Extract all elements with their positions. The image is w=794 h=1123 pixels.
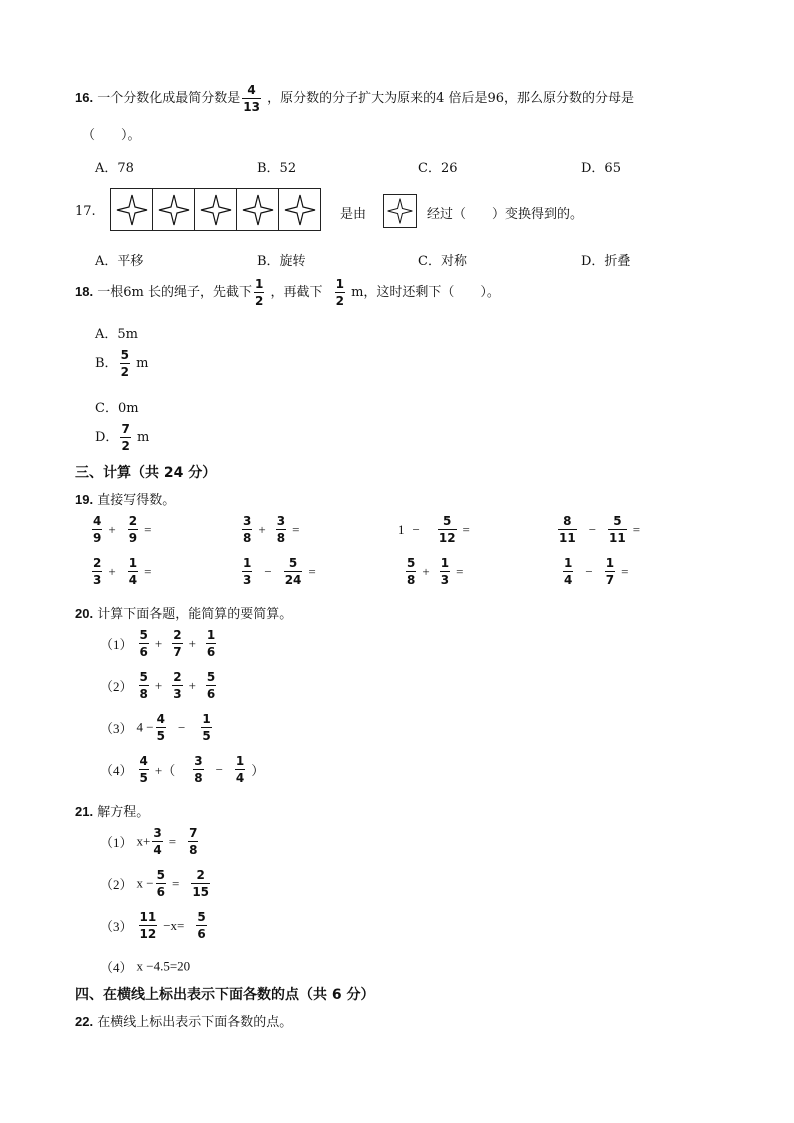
calc-item: $\frac{3}{8}$ + $\frac{3}{8}$ =: [243, 514, 300, 545]
star-icon: [283, 193, 317, 227]
fraction: $\frac{1}{6}$: [206, 628, 216, 659]
option-a: A．平移: [95, 254, 144, 269]
star-cell: [111, 189, 153, 230]
option-d: D． $\frac{7}{2}$ m: [95, 422, 150, 453]
fraction: $\frac{2}{3}$: [93, 556, 102, 587]
question-text: m，这时还剩下（ ）。: [351, 285, 500, 300]
question-text: 计算下面各题，能简算的要简算。: [97, 607, 293, 622]
question-number: 22.: [75, 1014, 94, 1029]
fraction: $\frac{5}{6}$: [197, 910, 206, 941]
fraction: $\frac{1}{2}$: [254, 277, 264, 308]
star-icon: [157, 193, 191, 227]
fraction: $\frac{1}{4}$: [128, 556, 138, 587]
question-16: [75, 84, 634, 113]
fraction: $\frac{11}{12}$: [139, 910, 157, 941]
fraction: $\frac{3}{8}$: [276, 514, 286, 545]
question-number: 16.: [75, 90, 94, 105]
fraction: $\frac{1}{3}$: [440, 556, 450, 587]
fraction: $\frac{5}{8}$: [407, 556, 416, 587]
fraction: $\frac{2}{7}$: [173, 628, 182, 659]
question-21: [75, 801, 149, 820]
calc-item: （4） $\frac{4}{5}$ +（ $\frac{3}{8}$ − $\frac{1}{4}$ ）: [100, 754, 265, 785]
question-text: 一根6m 长的绳子，先截下: [97, 285, 252, 300]
calc-item: $\frac{5}{8}$ + $\frac{1}{3}$ =: [407, 556, 464, 587]
option-b: B．旋转: [257, 254, 306, 269]
calc-item: （2） $\frac{5}{8}$ + $\frac{2}{3}$ + $\frac{5}{6}$: [100, 670, 216, 701]
fraction: $\frac{3}{8}$: [194, 754, 203, 785]
fraction: $\frac{5}{2}$: [120, 348, 129, 379]
equation-item: （2） x − $\frac{5}{6}$ = $\frac{2}{15}$: [100, 868, 210, 899]
star-cell: [153, 189, 195, 230]
question-text: 在横线上标出表示下面各数的点。: [97, 1015, 293, 1030]
question-text: ，再截下: [270, 285, 323, 300]
question-number: 19.: [75, 492, 94, 507]
question-19: [75, 489, 175, 508]
option-a: A．5m: [95, 327, 138, 342]
fraction: $\frac{5}{6}$: [206, 670, 216, 701]
option-c: C．0m: [95, 401, 139, 416]
star-strip: [110, 188, 321, 231]
fraction: $\frac{3}{4}$: [153, 826, 162, 857]
equation-item: （1） x+ $\frac{3}{4}$ = $\frac{7}{8}$: [100, 826, 198, 857]
fraction: $\frac{4}{13}$: [243, 83, 260, 114]
calc-item: （1） $\frac{5}{6}$ + $\frac{2}{7}$ + $\frac{1}{6}$: [100, 628, 216, 659]
option-b: B．52: [257, 161, 297, 176]
question-text: 一个分数化成最简分数是: [97, 91, 241, 106]
equation-item: （4） x −4.5=20: [100, 958, 191, 975]
fraction: $\frac{4}{5}$: [156, 712, 165, 743]
star-icon: [241, 193, 275, 227]
option-b: B． $\frac{5}{2}$ m: [95, 348, 149, 379]
option-a: A．78: [95, 161, 134, 176]
fraction: $\frac{1}{7}$: [605, 556, 615, 587]
question-number: 20.: [75, 606, 94, 621]
fraction: $\frac{2}{15}$: [192, 868, 210, 899]
question-text: 经过（ ）变换得到的。: [427, 207, 584, 222]
fraction: $\frac{2}{3}$: [173, 670, 182, 701]
star-cell: [237, 189, 279, 230]
calc-item: $\frac{4}{9}$ + $\frac{2}{9}$ =: [93, 514, 152, 545]
calc-item: 1 − $\frac{5}{12}$ =: [398, 514, 470, 545]
calc-item: $\frac{1}{4}$ − $\frac{1}{7}$ =: [564, 556, 629, 587]
option-c: C．对称: [418, 254, 467, 269]
fraction: $\frac{5}{8}$: [139, 670, 148, 701]
fraction: $\frac{4}{5}$: [139, 754, 148, 785]
fraction: $\frac{5}{6}$: [139, 628, 148, 659]
option-c: C．26: [418, 161, 458, 176]
question-number: 21.: [75, 804, 94, 819]
star-icon: [115, 193, 149, 227]
question-text: 解方程。: [97, 805, 150, 820]
fraction: $\frac{5}{6}$: [156, 868, 165, 899]
fraction: $\frac{5}{12}$: [438, 514, 456, 545]
section-title: 三、计算（共 24 分）: [75, 465, 217, 481]
single-star-box: [383, 194, 417, 228]
fraction: $\frac{7}{2}$: [121, 422, 130, 453]
equation-item: （3） $\frac{11}{12}$ −x= $\frac{5}{6}$: [100, 910, 206, 941]
question-text: 直接写得数。: [97, 493, 176, 508]
question-text: ，原分数的分子扩大为原来的4 倍后是96，那么原分数的分母是: [267, 91, 635, 106]
star-icon: [199, 193, 233, 227]
fraction: $\frac{8}{11}$: [559, 514, 576, 545]
fraction: $\frac{5}{11}$: [609, 514, 626, 545]
calc-item: （3） 4 − $\frac{4}{5}$ − $\frac{1}{5}$: [100, 712, 211, 743]
question-18: [75, 278, 500, 307]
question-number: 17.: [75, 204, 96, 219]
fraction: $\frac{1}{4}$: [564, 556, 573, 587]
fraction: $\frac{1}{3}$: [243, 556, 252, 587]
option-d: D．65: [581, 161, 621, 176]
question-20: [75, 603, 292, 622]
question-text: 是由: [340, 207, 367, 222]
fraction: $\frac{2}{9}$: [128, 514, 138, 545]
star-cell: [279, 189, 320, 230]
fraction: $\frac{1}{2}$: [335, 277, 344, 308]
question-22: [75, 1011, 292, 1030]
calc-item: $\frac{2}{3}$ + $\frac{1}{4}$ =: [93, 556, 152, 587]
calc-item: $\frac{1}{3}$ − $\frac{5}{24}$ =: [243, 556, 316, 587]
fraction: $\frac{1}{5}$: [202, 712, 211, 743]
star-cell: [195, 189, 237, 230]
star-icon: [386, 197, 414, 225]
option-d: D．折叠: [581, 254, 631, 269]
fraction: $\frac{7}{8}$: [189, 826, 198, 857]
question-16-line2: （ ）。: [82, 128, 141, 143]
fraction: $\frac{4}{9}$: [93, 514, 102, 545]
fraction: $\frac{5}{24}$: [284, 556, 302, 587]
calc-item: $\frac{8}{11}$ − $\frac{5}{11}$ =: [559, 514, 641, 545]
fraction: $\frac{1}{4}$: [235, 754, 245, 785]
fraction: $\frac{3}{8}$: [243, 514, 252, 545]
section-title: 四、在横线上标出表示下面各数的点（共 6 分）: [75, 987, 375, 1003]
question-number: 18.: [75, 284, 94, 299]
